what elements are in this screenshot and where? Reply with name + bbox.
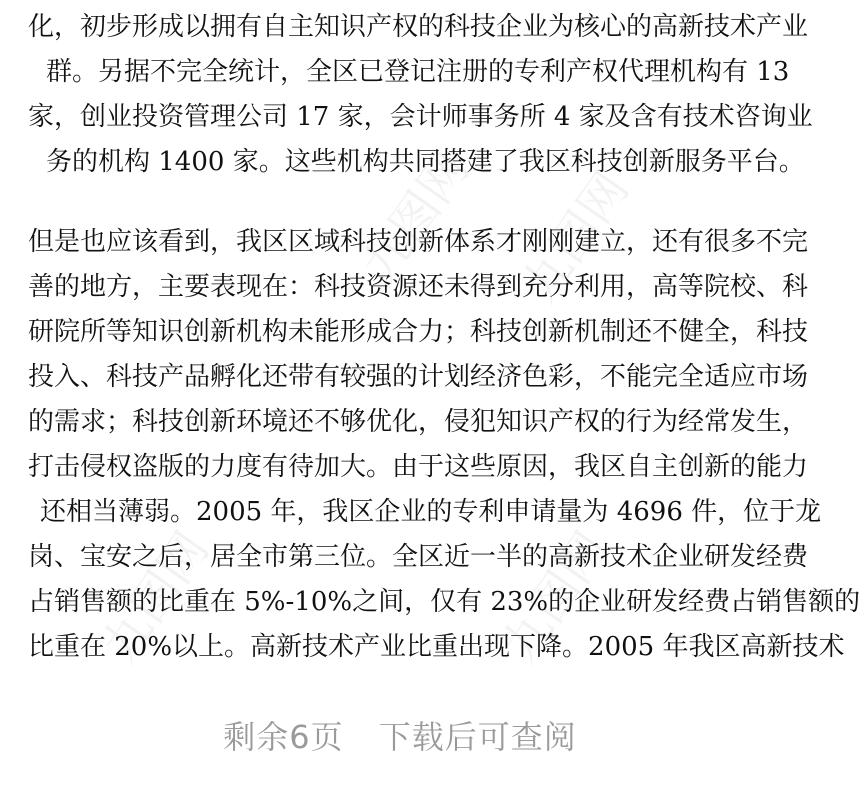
- text-line: 打击侵权盗版的力度有待加大。由于这些原因，我区自主创新的能力: [28, 452, 809, 482]
- text-line: 但是也应该看到，我区区域科技创新体系才刚刚建立，还有很多不完: [28, 227, 809, 257]
- download-prompt[interactable]: [0, 712, 800, 758]
- text-line: 岗、宝安之后，居全市第三位。全区近一半的高新技术企业研发经费: [28, 542, 809, 572]
- remaining-pages-label: 剩余6页: [223, 718, 344, 756]
- text-line: 占销售额的比重在 5%-10%之间，仅有 23%的企业研发经费占销售额的: [28, 587, 860, 617]
- text-line: 善的地方，主要表现在：科技资源还未得到充分利用，高等院校、科: [28, 272, 809, 302]
- watermark-text: 九图网: [491, 522, 620, 673]
- text-line: 研院所等知识创新机构未能形成合力；科技创新机制还不健全，科技: [28, 317, 809, 347]
- text-line: 群。另据不完全统计，全区已登记注册的专利产权代理机构有 13: [46, 57, 790, 87]
- watermark-text: 九图网: [351, 142, 480, 293]
- watermark-text: 九图网: [511, 162, 640, 313]
- text-line: 的需求；科技创新环境还不够优化，侵犯知识产权的行为经常发生，: [28, 407, 809, 437]
- text-line: 还相当薄弱。2005 年，我区企业的专利申请量为 4696 件，位于龙: [40, 497, 822, 527]
- text-line: 比重在 20%以上。高新技术产业比重出现下降。2005 年我区高新技术: [28, 632, 845, 662]
- text-line: 家，创业投资管理公司 17 家，会计师事务所 4 家及含有技术咨询业: [28, 102, 813, 132]
- text-line: 务的机构 1400 家。这些机构共同搭建了我区科技创新服务平台。: [46, 147, 805, 177]
- text-line: 化，初步形成以拥有自主知识产权的科技企业为核心的高新技术产业: [28, 12, 809, 42]
- text-line: 投入、科技产品孵化还带有较强的计划经济色彩，不能完全适应市场: [28, 362, 809, 392]
- download-hint-label[interactable]: 下载后可查阅: [378, 718, 577, 756]
- watermark-text: 九图网: [91, 522, 220, 673]
